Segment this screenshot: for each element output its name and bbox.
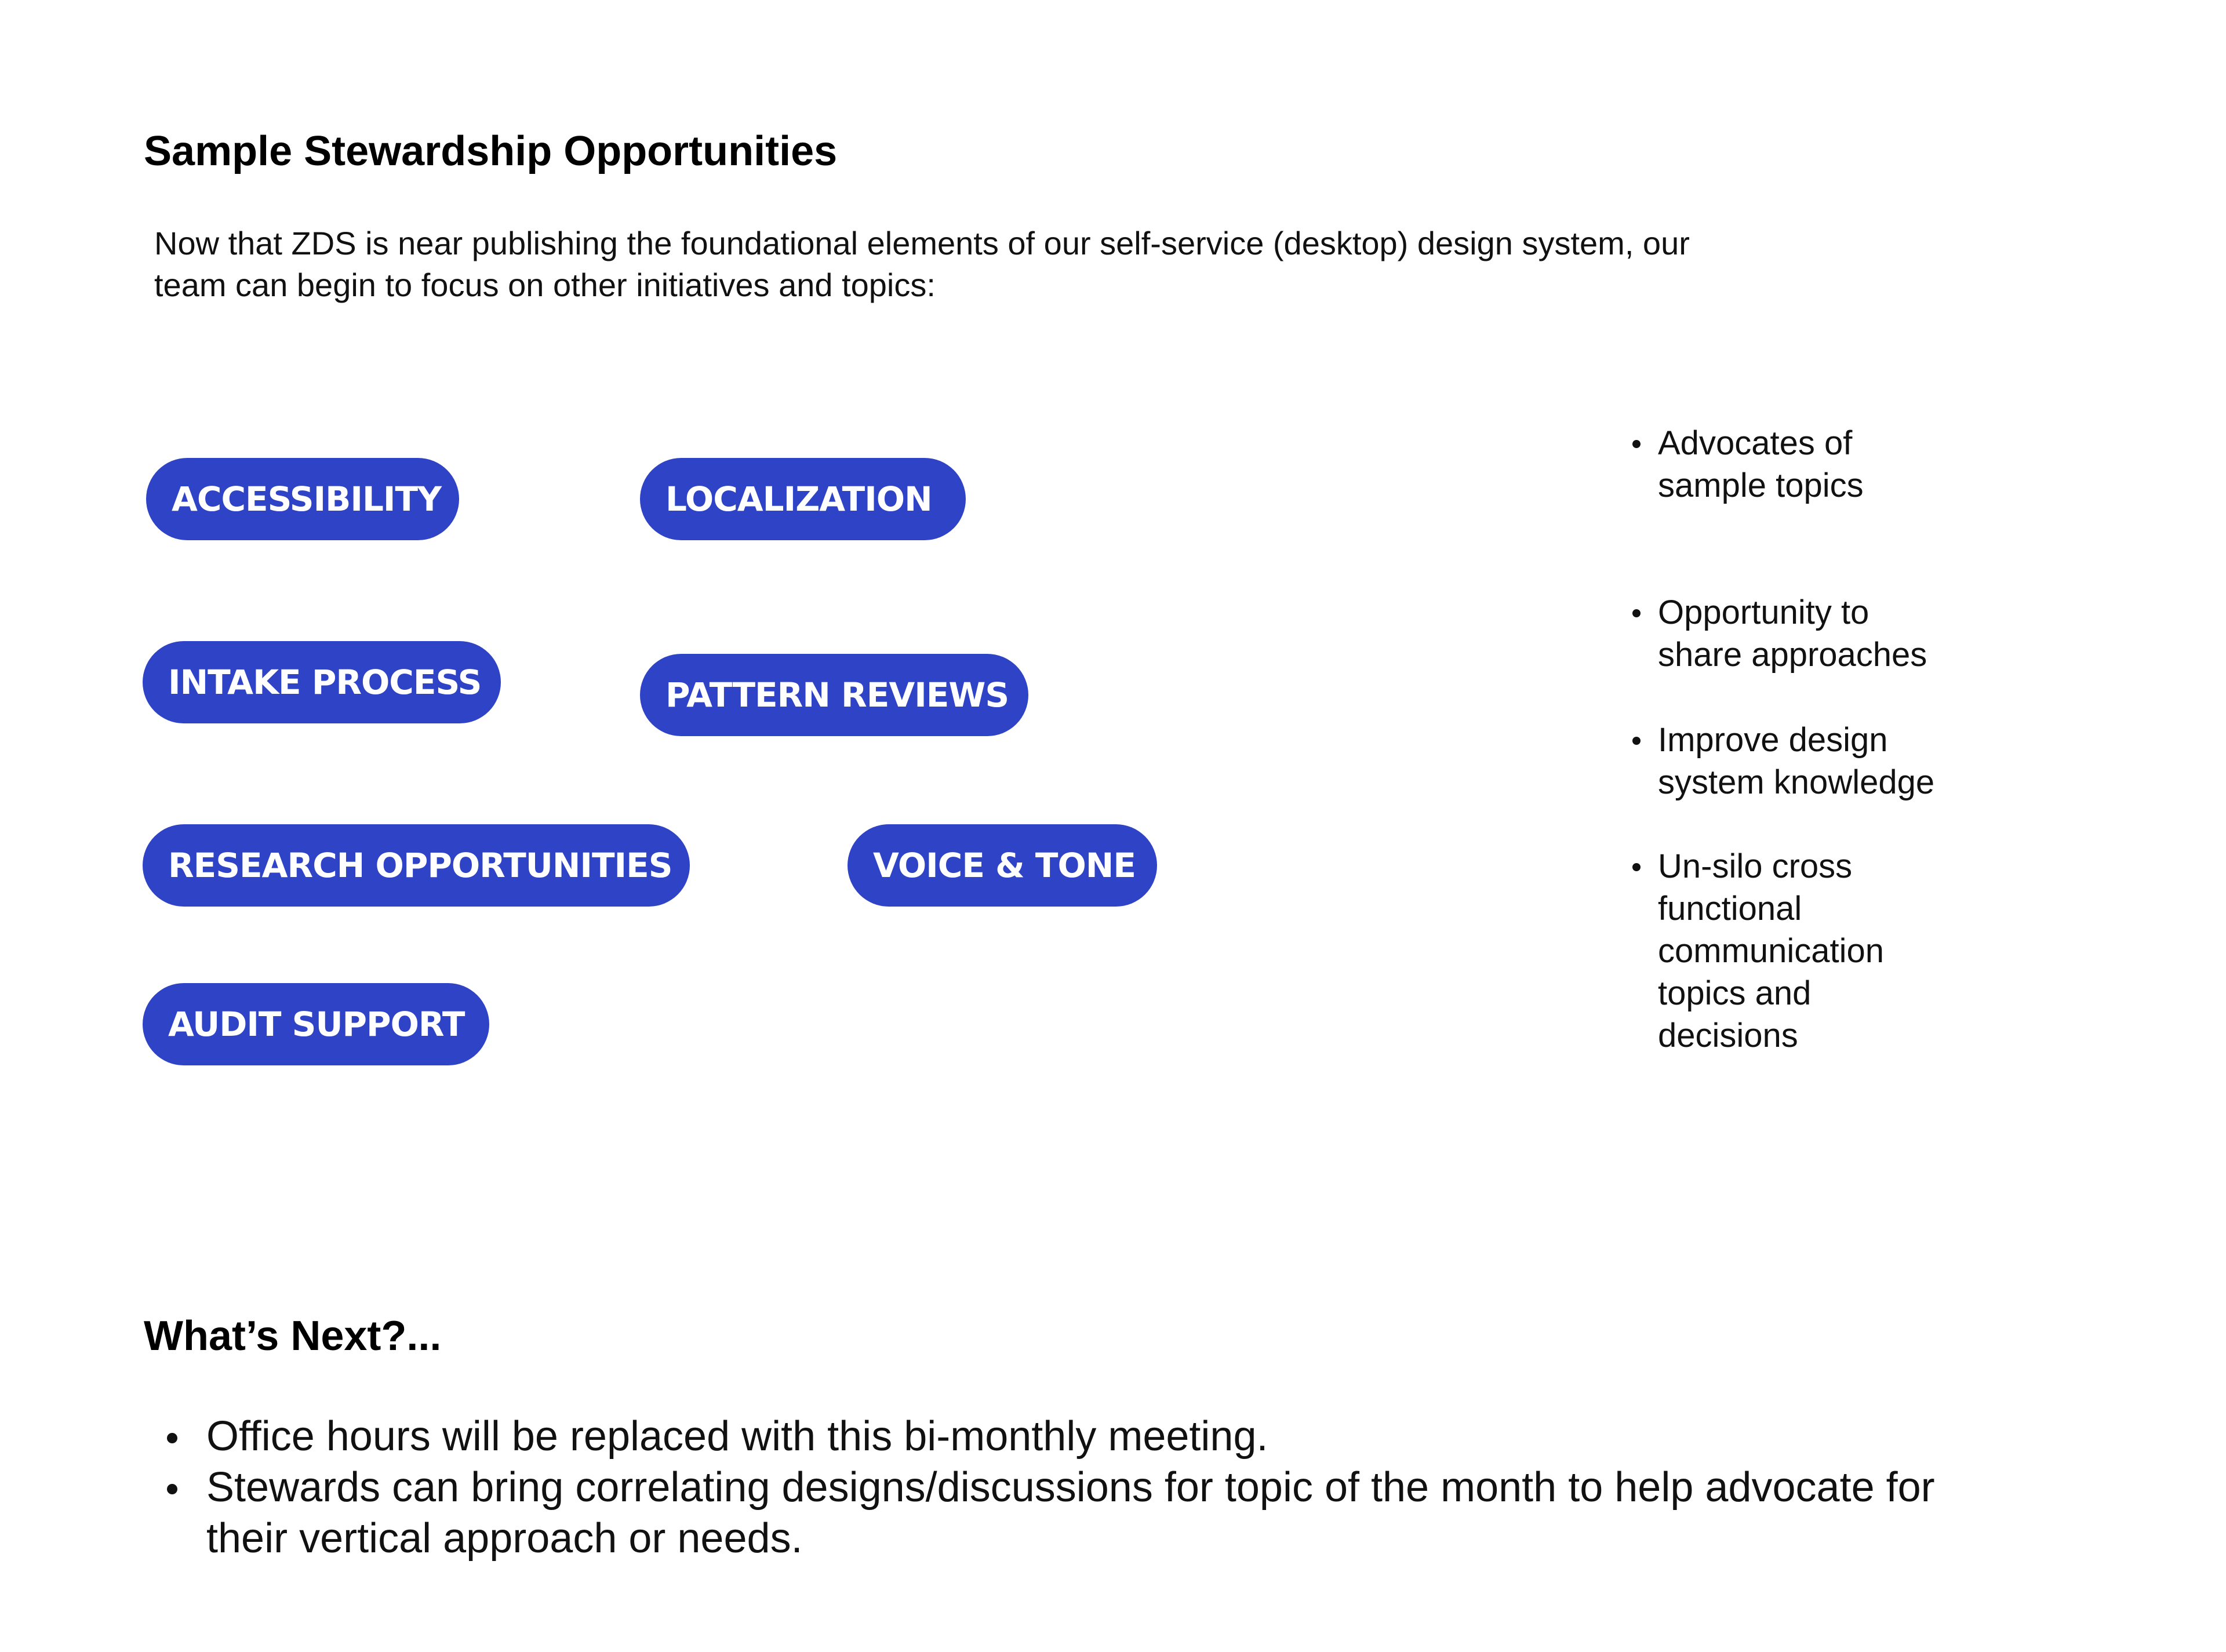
benefit-line: Advocates of [1658, 424, 1853, 462]
topic-pill-pattern-reviews: PATTERN REVIEWS [640, 654, 1028, 736]
bullet-icon [1632, 609, 1641, 617]
whats-next-list [206, 1411, 2096, 1564]
benefit-line: Un-silo cross [1658, 847, 1853, 885]
bullet-icon [167, 1433, 177, 1443]
bullet-icon [1632, 737, 1641, 745]
whats-next-heading: What’s Next?... [144, 1313, 442, 1359]
bullet-icon [1632, 863, 1641, 871]
benefit-item [1658, 591, 1927, 676]
bullet-icon [167, 1484, 177, 1494]
benefit-line: decisions [1658, 1017, 1798, 1054]
next-item-line: Office hours will be replaced with this bi-monthly meeting. [206, 1413, 1268, 1460]
next-item-line: their vertical approach or needs. [206, 1515, 803, 1562]
topic-pill-intake-process: INTAKE PROCESS [143, 641, 501, 723]
benefit-line: Improve design [1658, 721, 1888, 759]
next-item [206, 1411, 2096, 1462]
benefit-line: communication [1658, 932, 1885, 970]
benefit-line: system knowledge [1658, 763, 1935, 801]
intro-line-2: team can begin to focus on other initiatives and topics: [154, 267, 936, 303]
benefit-item [1658, 845, 1884, 1057]
topic-pill-audit-support: AUDIT SUPPORT [143, 983, 489, 1065]
benefit-item [1658, 422, 1864, 507]
topic-pill-voice-tone: VOICE & TONE [848, 824, 1157, 907]
bullet-icon [1632, 440, 1641, 448]
page-title: Sample Stewardship Opportunities [144, 128, 838, 174]
benefit-item [1658, 719, 1934, 803]
benefit-line: topics and [1658, 974, 1812, 1012]
next-item-line: Stewards can bring correlating designs/discussions for topic of the month to help advocate for [206, 1464, 1935, 1511]
benefit-line: sample topics [1658, 467, 1864, 504]
intro-paragraph [154, 223, 1940, 306]
topic-pill-localization: LOCALIZATION [640, 458, 966, 540]
topic-pill-research-opportunities: RESEARCH OPPORTUNITIES [143, 824, 690, 907]
topic-pill-accessibility: ACCESSIBILITY [146, 458, 459, 540]
next-item [206, 1462, 2096, 1564]
benefit-line: share approaches [1658, 636, 1927, 674]
benefit-line: Opportunity to [1658, 594, 1869, 631]
intro-line-1: Now that ZDS is near publishing the foundational elements of our self-service (desktop) design system, our [154, 225, 1690, 261]
benefit-line: functional [1658, 890, 1802, 927]
